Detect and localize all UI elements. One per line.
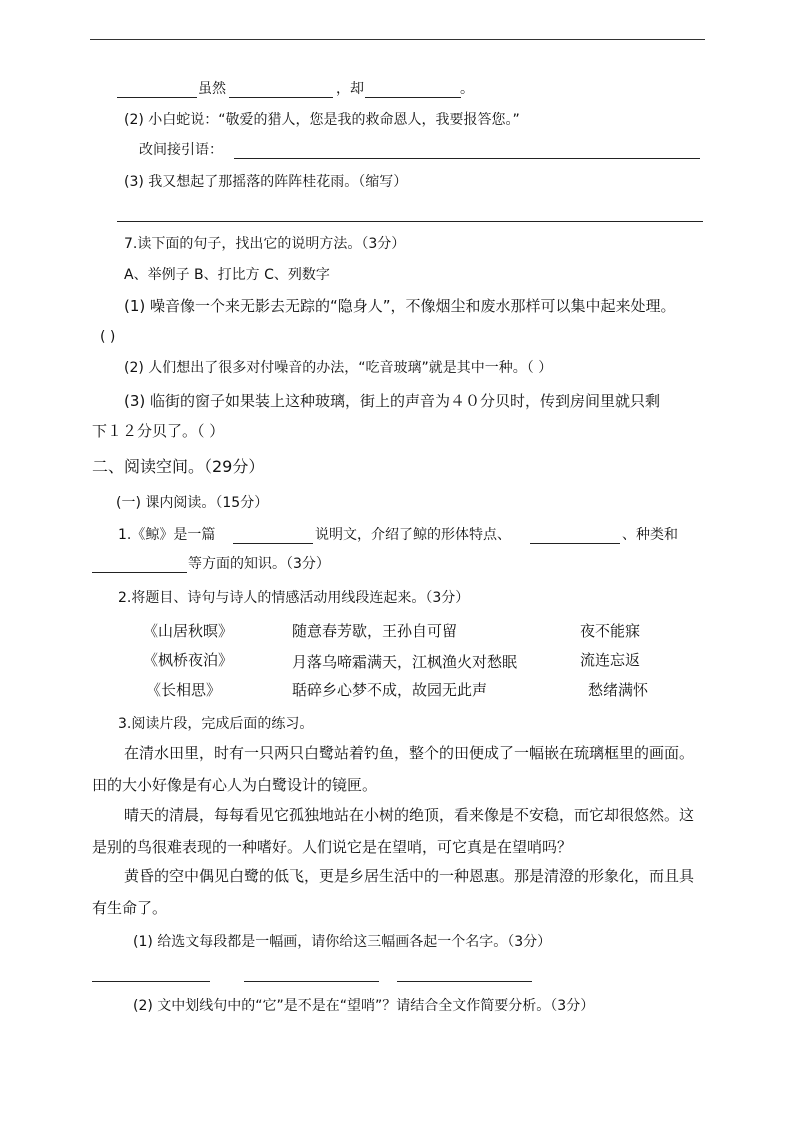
answer-line-shorten[interactable]	[117, 221, 703, 222]
poem-emotion: 流连忘返	[580, 651, 641, 669]
poem-title: 《山居秋暝》	[143, 622, 234, 640]
poem-title: 《枫桥夜泊》	[143, 651, 234, 669]
q7-item-3-line-a: (3) 临街的窗子如果装上这种玻璃，街上的声音为４０分贝时，传到房间里就只剩	[124, 392, 661, 410]
answer-blank-3[interactable]	[365, 97, 461, 98]
poem-line: 月落乌啼霜满天，江枫渔火对愁眠	[292, 653, 518, 671]
section-2-title: 二、阅读空间。（29分）	[92, 457, 265, 476]
s2-q1-part-c: 、种类和	[622, 527, 678, 543]
answer-blank-1[interactable]	[117, 97, 197, 98]
s2-q1-part-d: 等方面的知识。（3分）	[188, 556, 330, 572]
q6-line1-end: 。	[460, 81, 474, 97]
q7-item-2: (2) 人们想出了很多对付噪音的办法，“吃音玻璃”就是其中一种。（ ）	[124, 360, 553, 376]
s2-q3-sub-2: (2) 文中划线句中的“它”是不是在“望哨”？请结合全文作简要分析。（3分）	[133, 998, 595, 1014]
answer-blank-picture-name-2[interactable]	[244, 981, 379, 982]
q7-item-3-line-b: 下１２分贝了。（ ）	[92, 422, 225, 440]
q6-line1-mid: 虽然	[198, 81, 226, 97]
passage-paragraph-1: 在清水田里，时有一只两只白鹭站着钓鱼，整个的田便成了一幅嵌在琉璃框里的画面。田的大小好像是有心人为白鹭设计的镜匣。	[92, 744, 695, 794]
s2-q3-sub-1: (1) 给选文每段都是一幅画，请你给这三幅画各起一个名字。（3分）	[133, 934, 552, 950]
q7-options: A、举例子 B、打比方 C、列数字	[124, 267, 330, 283]
passage-paragraph-2: 晴天的清晨，每每看见它孤独地站在小树的绝顶，看来像是不安稳，而它却很悠然。这是别的鸟很难表现的一种嗜好。人们说它是在望哨，可它真是在望哨吗？	[92, 806, 695, 856]
q6-item-2-label: 改间接引语：	[139, 142, 223, 158]
q7-title: 7.读下面的句子，找出它的说明方法。（3分）	[124, 236, 406, 252]
q6-item-2: (2) 小白蛇说：“敬爱的猎人，您是我的救命恩人，我要报答您。”	[124, 112, 520, 128]
answer-blank-whale-feature[interactable]	[530, 543, 620, 544]
section-2-sub-1: (一) 课内阅读。（15分）	[116, 495, 269, 511]
answer-blank-picture-name-1[interactable]	[92, 981, 210, 982]
q7-item-1: (1) 噪音像一个来无影去无踪的“隐身人”，不像烟尘和废水那样可以集中起来处理。	[124, 297, 676, 315]
page-header-rule	[90, 39, 705, 40]
answer-blank-whale-type[interactable]	[233, 543, 313, 544]
s2-q1-part-a: 1.《鲸》是一篇	[118, 527, 216, 543]
answer-blank-whale-other[interactable]	[92, 572, 187, 573]
s2-q3-title: 3.阅读片段，完成后面的练习。	[118, 716, 314, 732]
poem-emotion: 愁绪满怀	[588, 681, 649, 699]
s2-q2-title: 2.将题目、诗句与诗人的情感活动用线段连起来。（3分）	[118, 590, 470, 606]
q6-line1-comma: ，却	[336, 81, 364, 97]
answer-line-indirect-speech[interactable]	[234, 158, 700, 159]
q7-item-1-answer[interactable]: ( )	[100, 329, 116, 345]
passage-paragraph-3: 黄昏的空中偶见白鹭的低飞，更是乡居生活中的一种恩惠。那是清澄的形象化，而且具有生命了。	[92, 867, 695, 917]
poem-line: 聒碎乡心梦不成，故园无此声	[292, 681, 488, 699]
answer-blank-2[interactable]	[229, 97, 333, 98]
answer-blank-picture-name-3[interactable]	[397, 981, 532, 982]
poem-line: 随意春芳歇，王孙自可留	[292, 622, 458, 640]
poem-emotion: 夜不能寐	[580, 622, 641, 640]
q6-item-3: (3) 我又想起了那摇落的阵阵桂花雨。（缩写）	[124, 174, 408, 190]
poem-title: 《长相思》	[146, 681, 222, 699]
s2-q1-part-b: 说明文，介绍了鲸的形体特点、	[315, 527, 511, 543]
